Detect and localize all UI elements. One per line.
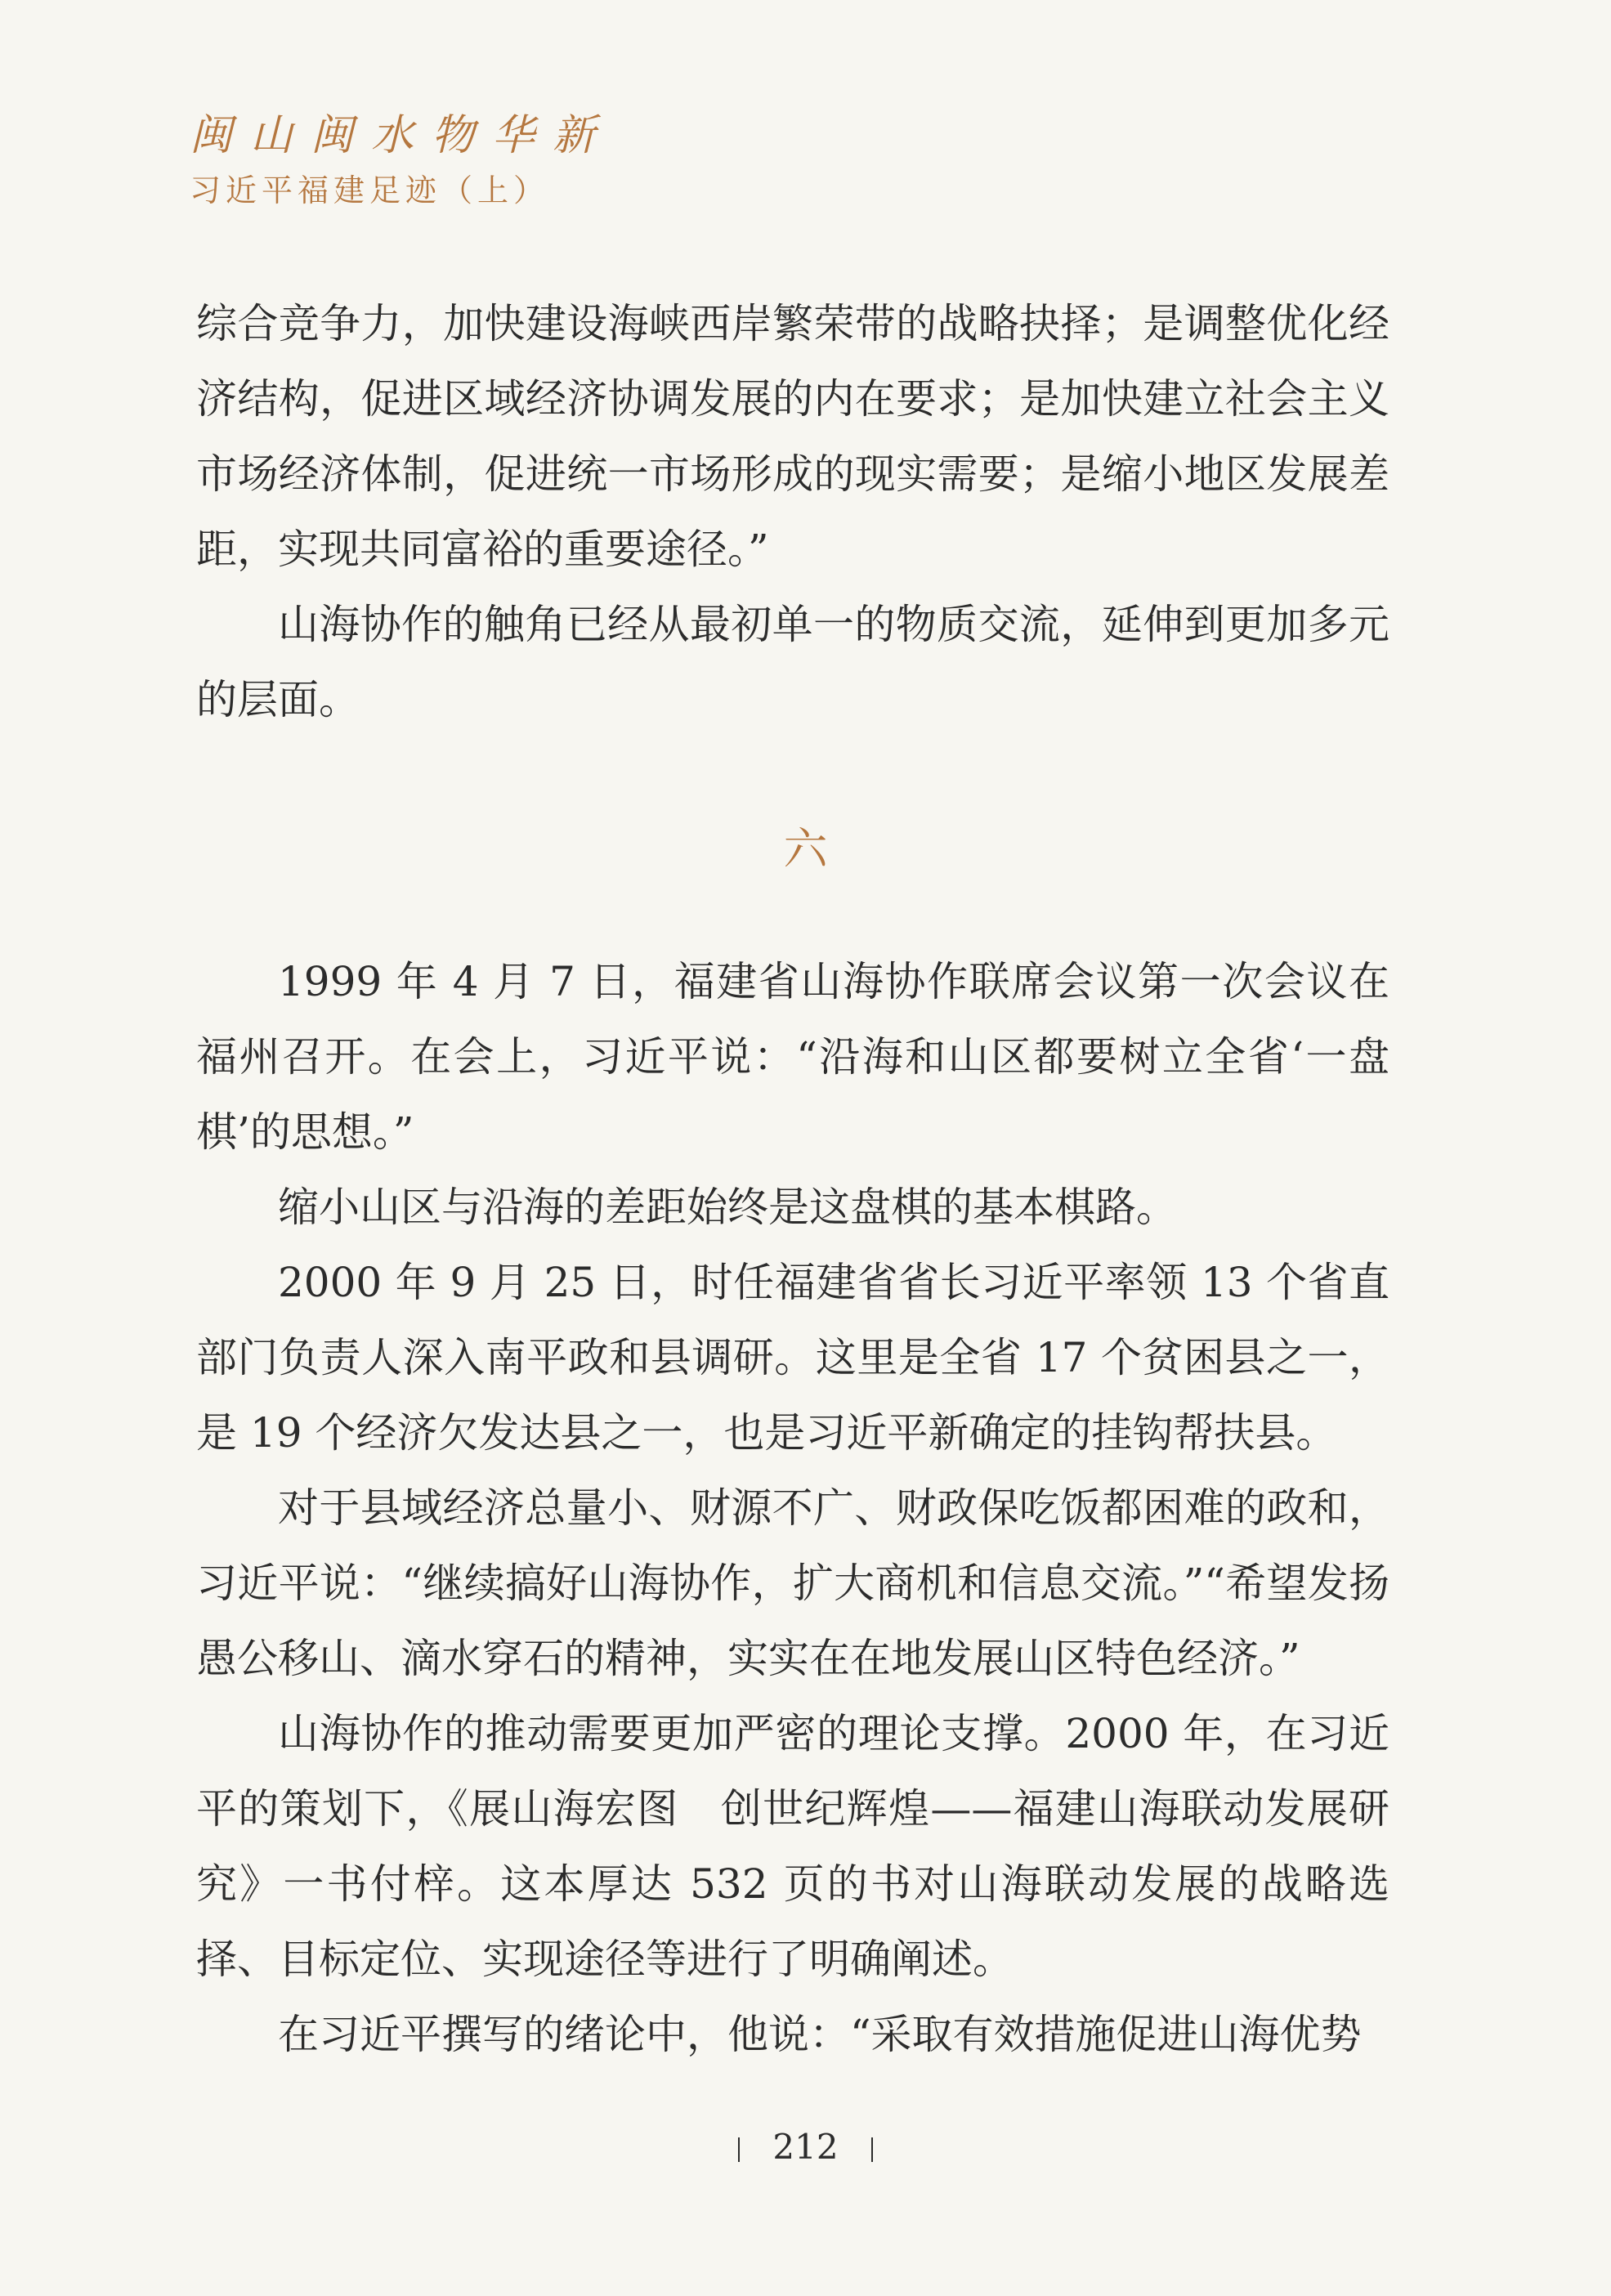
paragraph: 1999 年 4 月 7 日，福建省山海协作联席会议第一次会议在福州召开。在会上，习近平说：“沿海和山区都要树立全省‘一盘棋’的思想。” [196, 958, 1389, 1156]
paragraph: 对于县域经济总量小、财源不广、财政保吃饭都困难的政和，习近平说：“继续搞好山海协作，扩大商机和信息交流。”“希望发扬愚公移山、滴水穿石的精神，实实在在地发展山区特色经济。” [196, 1484, 1389, 1682]
running-head [190, 111, 614, 208]
page-number-footer [0, 2127, 1611, 2167]
body-text-main [196, 944, 1389, 2072]
folio-left-rule [738, 2137, 740, 2162]
paragraph: 山海协作的触角已经从最初单一的物质交流，延伸到更加多元的层面。 [196, 601, 1389, 723]
paragraph: 缩小山区与沿海的差距始终是这盘棋的基本棋路。 [278, 1184, 1177, 1231]
paragraph: 山海协作的推动需要更加严密的理论支撑。2000 年，在习近平的策划下，《展山海宏图 创世纪辉煌——福建山海联动发展研究》一书付梓。这本厚达 532 页的书对山海联动发展的战略选择、目标定位、实现途径等进行了明确阐述。 [196, 1710, 1389, 1983]
section-heading: 六 [783, 823, 828, 875]
page-number: 212 [772, 2127, 839, 2167]
book-subtitle: 习近平福建足迹（上） [190, 172, 550, 208]
paragraph: 在习近平撰写的绪论中，他说：“采取有效措施促进山海优势 [278, 2011, 1362, 2058]
paragraph: 2000 年 9 月 25 日，时任福建省省长习近平率领 13 个省直部门负责人深入南平政和县调研。这里是全省 17 个贫困县之一，是 19 个经济欠发达县之一，也是习近平新确定的挂钩帮扶县。 [196, 1259, 1389, 1457]
series-title: 闽山闽水物华新 [190, 111, 614, 160]
body-text-top [196, 286, 1389, 737]
folio-right-rule [871, 2137, 873, 2162]
paragraph: 综合竞争力，加快建设海峡西岸繁荣带的战略抉择；是调整优化经济结构，促进区域经济协调发展的内在要求；是加快建立社会主义市场经济体制，促进统一市场形成的现实需要；是缩小地区发展差距，实现共同富裕的重要途径。” [196, 300, 1389, 573]
